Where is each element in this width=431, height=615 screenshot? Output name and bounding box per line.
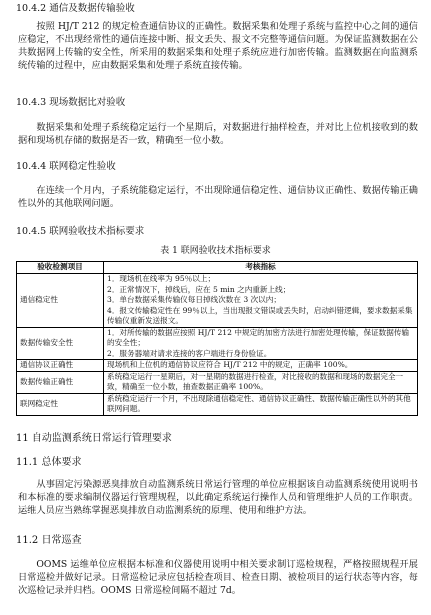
criteria-line: 系统稳定运行一星期后，对一星期的数据进行检查，对比接收的数据和现场的数据完全一致，精确至一位小数，抽查数据正确率 100%。 <box>107 371 404 391</box>
paragraph-11-1 <box>18 478 418 517</box>
criteria-line: 2．正常情况下，掉线后，应在 5 min 之内重新上线； <box>107 284 291 294</box>
paragraph-10-4-4 <box>18 184 418 210</box>
criteria-line: 2．服务器端对请求连接的客户端进行身份验证。 <box>107 348 272 358</box>
section-heading-10-4-4: 10.4.4 联网稳定性验收 <box>16 161 116 172</box>
table-row <box>17 274 418 328</box>
criteria-line: 现场机和上位机的通信协议应符合 HJ/T 212 中的规定，正确率 100%。 <box>107 360 353 369</box>
table-row <box>17 360 418 372</box>
table-cell-item: 数据传输正确性 <box>17 371 104 393</box>
table-caption: 表 1 联网验收技术指标要求 <box>160 246 271 256</box>
criteria-line: 1．对所传输的数据应按照 HJ/T 212 中规定的加密方法进行加密处理传输，保证数据传输的安全性； <box>107 327 410 347</box>
section-heading-10-4-3: 10.4.3 现场数据比对验收 <box>16 97 126 108</box>
table-row <box>17 393 418 415</box>
criteria-line: 4．报文传输稳定性在 99％以上，当出现报文错误或丢失时，启动纠错逻辑，要求数据采集传输仪重新发送报文。 <box>107 305 413 325</box>
table-header-item: 验收检测项目 <box>17 262 104 274</box>
table-header-row <box>17 262 418 274</box>
section-heading-11-1: 11.1 总体要求 <box>16 457 82 468</box>
paragraph-10-4-2 <box>18 20 418 72</box>
table-cell-item: 联网稳定性 <box>17 393 104 415</box>
criteria-line: 1．现场机在线率为 95％以上； <box>107 274 216 283</box>
section-heading-10-4-2: 10.4.2 通信及数据传输验收 <box>16 3 135 14</box>
table-cell-criteria <box>104 393 418 415</box>
paragraph-text: 从事固定污染源恶臭排放自动监测系统日常运行管理的单位应根据该自动监测系统使用说明书和本标准的要求编制仪器运行管理规程，以此确定系统运行操作人员和管理维护人员的工作职责。运维人员应当熟练掌握恶臭排放自动监测系统的原理、使用和维护方法。 <box>18 479 418 516</box>
criteria-line: 3．单台数据采集传输仪每日掉线次数在 3 次以内； <box>107 295 281 304</box>
paragraph-text: 按照 HJ/T 212 的规定检查通信协议的正确性。数据采集和处理子系统与监控中心之间的通信应稳定，不出现经常性的通信连接中断、报文丢失、报文不完整等通信问题。为保证监测数据在公共数据网上传输的安全性，所采用的数据采集和处理子系统应进行加密传输。监测数据在向监测系统传输的过程中，应由数据采集和处理子系统直接传输。 <box>18 21 418 71</box>
section-heading-11: 11 自动监测系统日常运行管理要求 <box>16 433 172 444</box>
acceptance-criteria-table <box>16 261 418 416</box>
paragraph-text: 在连续一个月内，子系统能稳定运行，不出现除通信稳定性、通信协议正确性、数据传输正确性以外的其他联网问题。 <box>18 185 418 209</box>
table-row <box>17 327 418 360</box>
table-cell-item: 数据传输安全性 <box>17 327 104 360</box>
section-heading-11-2: 11.2 日常巡查 <box>16 535 82 546</box>
paragraph-text: 数据采集和处理子系统稳定运行一个星期后，对数据进行抽样检查，并对比上位机接收到的数据和现场机存储的数据是否一致，精确至一位小数。 <box>18 122 418 146</box>
paragraph-11-2 <box>18 558 418 597</box>
section-heading-10-4-5: 10.4.5 联网验收技术指标要求 <box>16 226 145 237</box>
criteria-line: 系统稳定运行一个月，不出现除通信稳定性、通信协议正确性、数据传输正确性以外的其他联网问题。 <box>107 393 411 413</box>
table-header-criteria: 考核指标 <box>104 262 418 274</box>
table-cell-criteria <box>104 360 418 372</box>
table-cell-criteria <box>104 327 418 360</box>
paragraph-text: OOMS 运维单位应根据本标准和仪器使用说明中相关要求制订巡检规程，严格按照规程开展日常巡检并做好记录。日常巡检记录应包括检查项目、检查日期、被检项目的运行状态等内容，每次巡检记录并归档。OOMS 日常巡检间隔不超过 7d。 <box>18 559 418 596</box>
table-cell-item: 通信稳定性 <box>17 274 104 328</box>
table-cell-item: 通信协议正确性 <box>17 360 104 372</box>
table-cell-criteria <box>104 274 418 328</box>
table-cell-criteria <box>104 371 418 393</box>
table-row <box>17 371 418 393</box>
paragraph-10-4-3 <box>18 121 418 147</box>
